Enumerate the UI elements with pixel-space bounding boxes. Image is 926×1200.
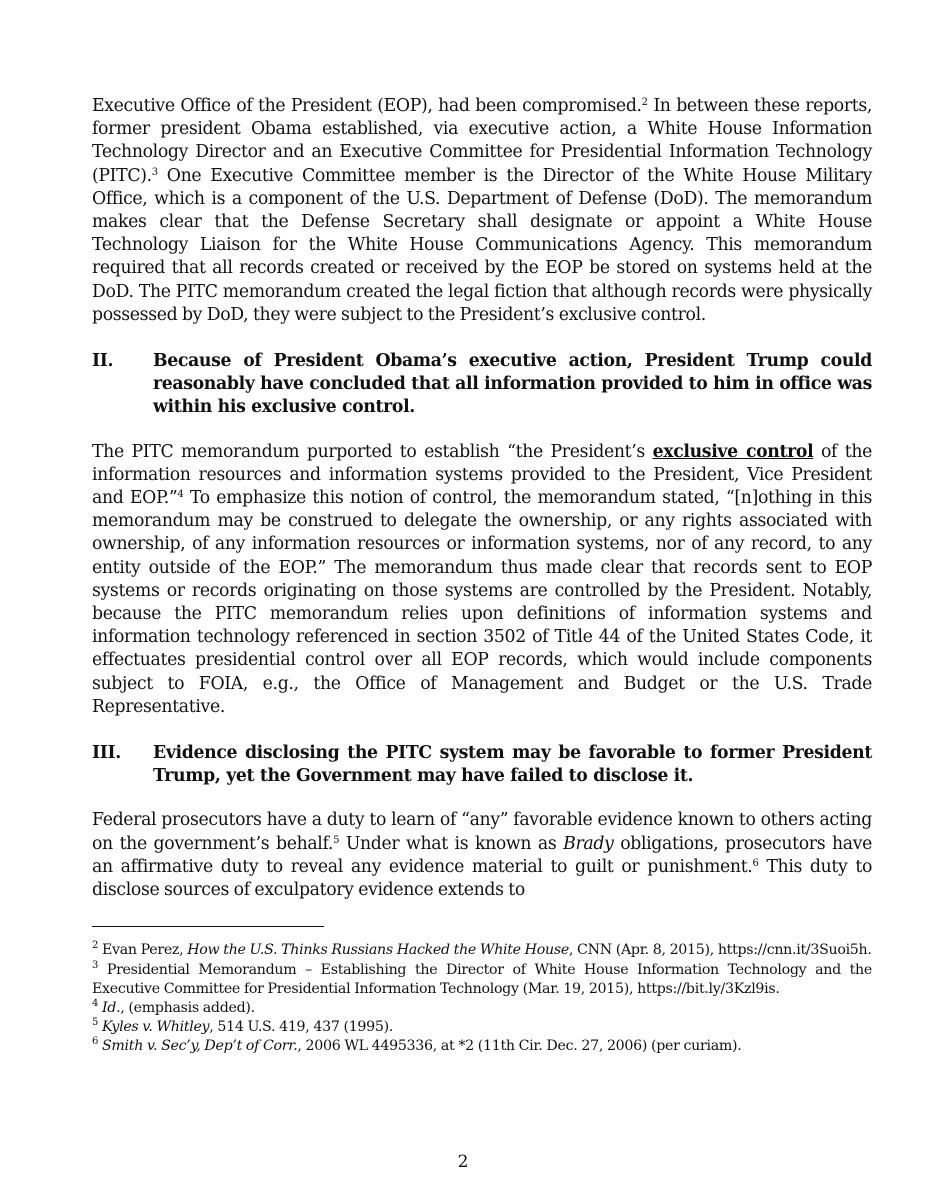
footnote-4 (92, 999, 872, 1018)
section-title: Evidence disclosing the PITC system may be favorable to former President Trump, yet the Government may have failed to disclose it. (153, 743, 872, 787)
footnote-6 (92, 1037, 872, 1056)
paragraph-text: This duty to disclose sources of exculpatory evidence extends to (92, 856, 872, 901)
footnote-ref[interactable]: 3 (151, 166, 158, 178)
footnote-text: , 514 U.S. 419, 437 (1995). (209, 1019, 394, 1036)
footnote-text: , 2006 WL 4495336, at *2 (11th Cir. Dec. 27, 2006) (per curiam). (297, 1038, 742, 1055)
footnote-separator (92, 926, 324, 927)
footnote-ref[interactable]: 2 (641, 97, 648, 108)
footnote-text: , CNN (Apr. 8, 2015), https://cnn.it/3Suoi5h. (568, 942, 872, 959)
footnote-ref[interactable]: 4 (177, 489, 184, 501)
paragraph-text: obligations, prosecutors have an affirmative duty to reveal any evidence material to guilt or punishment. (92, 833, 872, 877)
footnote-ref[interactable]: 6 (752, 857, 759, 869)
section-heading-ii (92, 350, 872, 420)
footnote-number: 5 (92, 1017, 99, 1029)
paragraph-text: Executive Office of the President (EOP), had been compromised. (92, 96, 642, 116)
footnote-5 (92, 1018, 872, 1037)
section-number: III. (92, 743, 121, 764)
paragraph-text: of the information resources and information systems provided to the President, Vice President and EOP.” (92, 441, 873, 509)
footnote-italic: Id. (101, 999, 121, 1016)
footnote-italic: Kyles v. Whitley (101, 1019, 210, 1036)
footnote-number: 6 (92, 1036, 99, 1048)
paragraph-brady-obligations (92, 809, 872, 902)
emphasized-text: exclusive control (652, 441, 814, 462)
paragraph-pitc-control (92, 441, 872, 719)
case-name-italic: Brady (563, 833, 614, 854)
footnote-text: , (emphasis added). (120, 999, 255, 1016)
section-title: Because of President Obama’s executive action, President Trump could reasonably have concluded that all information provided to him in office was within his exclusive control. (153, 351, 872, 418)
footnote-3 (92, 961, 872, 999)
paragraph-text: Federal prosecutors have a duty to learn of “any” favorable evidence known to others acting on the government’s behalf. (92, 810, 872, 854)
paragraph-text: The PITC memorandum purported to establish “the President’s (92, 441, 653, 462)
paragraph-text: One Executive Committee member is the Director of the White House Military Office, which is a component of the U.S. Department of Defense (DoD). The memorandum makes clear that the Defense Secretary shall designate or appoint a White House Technology Liaison for the White House Communications Agency. This memorandum required that all records created or received by the EOP be stored on systems held at the DoD. The PITC memorandum created the legal fiction that although records were physically possessed by DoD, they were subject to the President’s exclusive control. (92, 165, 872, 325)
footnote-text: Evan Perez, (98, 942, 188, 959)
footnote-text: Presidential Memorandum – Establishing the Director of White House Information Technology and the Executive Committee for Presidential Information Technology (Mar. 19, 2015), https://bit.ly/3Kzl9is. (92, 961, 872, 997)
paragraph-text: In between these reports, former president Obama established, via executive action, a White House Information Technology Director and an Executive Committee for Presidential Information Technology (PITC). (92, 96, 872, 186)
paragraph-text: To emphasize this notion of control, the memorandum stated, “[n]othing in this memorandum may be construed to delegate the ownership, or any rights associated with ownership, of any information resources or information systems, nor of any record, to any entity outside of the EOP.” The memorandum thus made clear that records sent to EOP systems or records originating on those systems are controlled by the President. Notably, because the PITC memorandum relies upon definitions of information systems and information technology referenced in section 3502 of Title 44 of the United States Code, it effectuates presidential control over all EOP records, which would include components subject to FOIA, e.g., the Office of Management and Budget or the U.S. Trade Representative. (92, 488, 872, 717)
footnote-italic: Smith v. Sec’y, Dep’t of Corr. (101, 1038, 298, 1055)
page-number: 2 (457, 1152, 469, 1172)
footnotes (92, 941, 872, 1056)
paragraph-text: Under what is known as (339, 833, 564, 854)
paragraph-eop-compromise (92, 95, 872, 327)
footnote-number: 2 (92, 940, 99, 952)
document-page (92, 95, 872, 1057)
footnote-number: 3 (92, 959, 99, 971)
section-number: II. (92, 351, 114, 372)
footnote-ref[interactable]: 5 (333, 834, 340, 846)
footnote-number: 4 (92, 997, 99, 1009)
footnote-italic: How the U.S. Thinks Russians Hacked the White House (187, 942, 569, 959)
footnote-2 (92, 941, 872, 960)
section-heading-iii (92, 742, 872, 788)
